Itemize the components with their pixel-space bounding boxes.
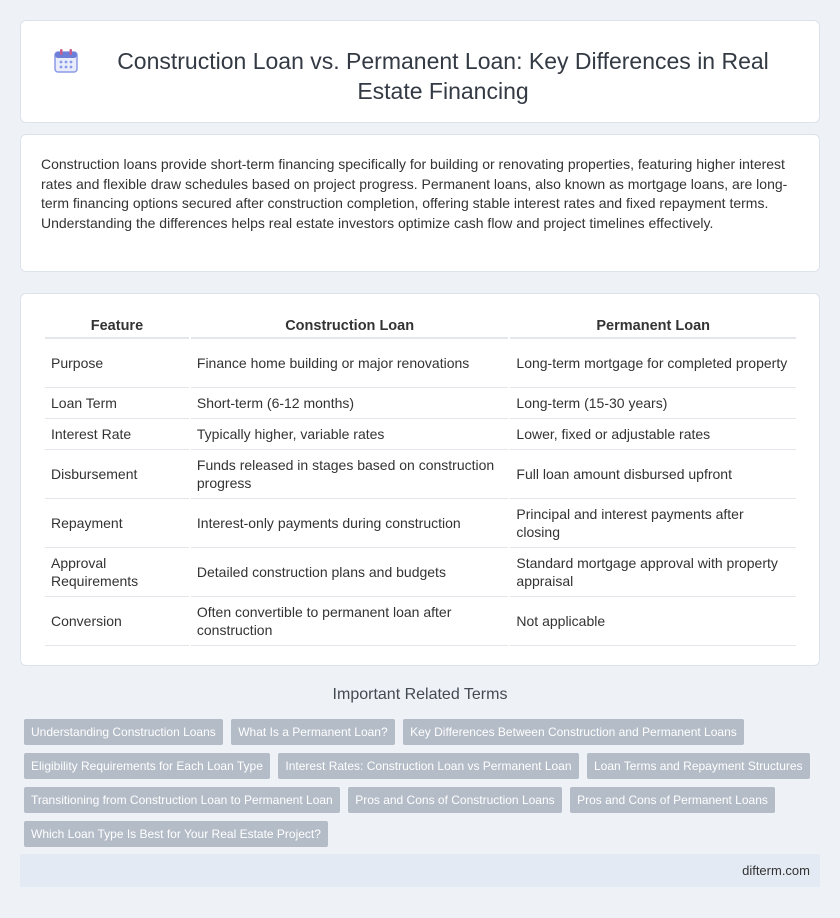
row-feature: Disbursement [45,450,189,499]
related-terms-list [24,719,824,855]
related-term-tag[interactable]: What Is a Permanent Loan? [231,719,394,745]
row-feature: Approval Requirements [45,548,189,597]
page-title: Construction Loan vs. Permanent Loan: Key Differences in Real Estate Financing [117,48,769,104]
table-row [45,499,796,548]
row-construction: Finance home building or major renovations [191,339,509,388]
row-permanent: Long-term (15-30 years) [510,388,796,419]
related-term-tag[interactable]: Pros and Cons of Permanent Loans [570,787,775,813]
row-construction: Funds released in stages based on construction progress [191,450,509,499]
related-term-tag[interactable]: Which Loan Type Is Best for Your Real Estate Project? [24,821,328,847]
calendar-icon [52,47,80,75]
table-row [45,548,796,597]
row-construction: Often convertible to permanent loan after construction [191,597,509,646]
row-construction: Interest-only payments during construction [191,499,509,548]
table-row [45,419,796,450]
row-permanent: Long-term mortgage for completed property [510,339,796,388]
row-construction: Short-term (6-12 months) [191,388,509,419]
header-card [20,20,820,123]
related-terms-title: Important Related Terms [332,686,508,703]
footer-site-link[interactable]: difterm.com [742,863,810,878]
table-row [45,388,796,419]
related-term-tag[interactable]: Key Differences Between Construction and Permanent Loans [403,719,744,745]
header-feature: Feature [45,312,189,339]
related-term-tag[interactable]: Understanding Construction Loans [24,719,223,745]
row-permanent: Full loan amount disbursed upfront [510,450,796,499]
table-row [45,597,796,646]
related-term-tag[interactable]: Eligibility Requirements for Each Loan Type [24,753,270,779]
row-permanent: Principal and interest payments after closing [510,499,796,548]
related-term-tag[interactable]: Transitioning from Construction Loan to Permanent Loan [24,787,340,813]
row-permanent: Standard mortgage approval with property appraisal [510,548,796,597]
header-construction-loan: Construction Loan [191,312,509,339]
table-row [45,339,796,388]
related-term-tag[interactable]: Loan Terms and Repayment Structures [587,753,810,779]
table-header-row [45,312,796,339]
row-construction: Detailed construction plans and budgets [191,548,509,597]
row-feature: Interest Rate [45,419,189,450]
comparison-table-card [20,293,820,666]
row-feature: Loan Term [45,388,189,419]
intro-card [20,134,820,272]
related-term-tag[interactable]: Interest Rates: Construction Loan vs Permanent Loan [278,753,578,779]
intro-paragraph: Construction loans provide short-term financing specifically for building or renovating properties, featuring higher interest rates and flexible draw schedules based on project progress. Permanent loans, also known as mortgage loans, are long-term financing options secured after construction completion, offering stable interest rates and fixed repayment terms. Understanding the differences helps real estate investors optimize cash flow and project timelines effectively. [41,156,788,231]
row-feature: Purpose [45,339,189,388]
row-feature: Repayment [45,499,189,548]
row-construction: Typically higher, variable rates [191,419,509,450]
header-permanent-loan: Permanent Loan [510,312,796,339]
comparison-table [43,312,798,646]
row-feature: Conversion [45,597,189,646]
footer-bar [20,854,820,887]
related-term-tag[interactable]: Pros and Cons of Construction Loans [348,787,561,813]
row-permanent: Lower, fixed or adjustable rates [510,419,796,450]
row-permanent: Not applicable [510,597,796,646]
table-row [45,450,796,499]
